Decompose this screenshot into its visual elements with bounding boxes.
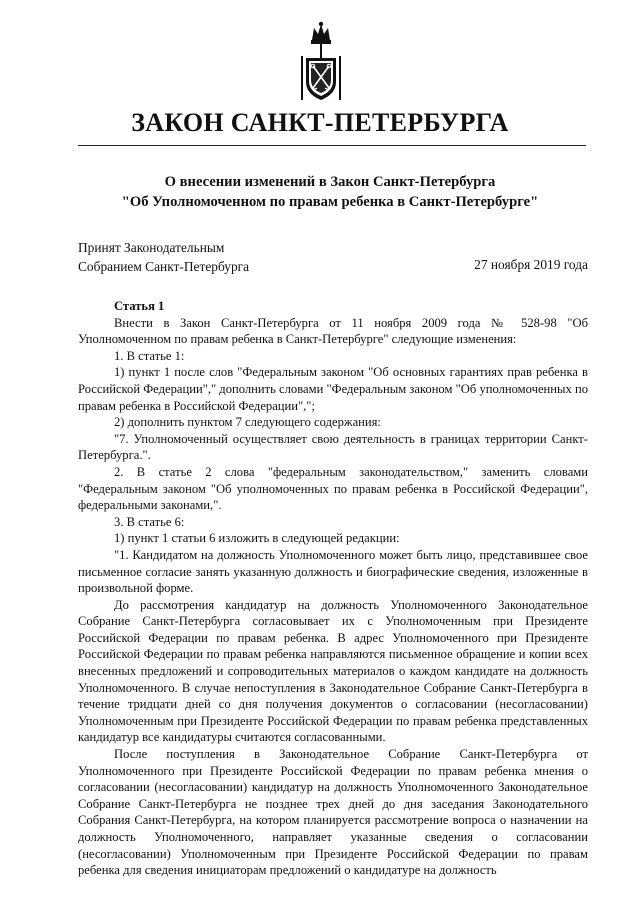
adoption-date: 27 ноября 2019 года — [474, 257, 588, 272]
paragraph: 1) пункт 1 после слов "Федеральным законом "Об основных гарантиях прав ребенка в Российской Федерации"," дополнить словами "Федеральным законом "Об уполномоченных по правам ребенка в Российской Федерации","; — [78, 365, 588, 413]
paragraph: 2) дополнить пунктом 7 следующего содержания: — [114, 415, 381, 430]
paragraph: 1) пункт 1 статьи 6 изложить в следующей редакции: — [114, 531, 400, 546]
law-subtitle — [60, 172, 600, 212]
paragraph: Внести в Закон Санкт-Петербурга от 11 ноября 2009 года № 528-98 "Об Уполномоченном по правам ребенка в Санкт-Петербурге" следующие изменения: — [78, 315, 588, 347]
adoption-line-2: Собранием Санкт-Петербурга — [78, 259, 250, 274]
spb-coat-of-arms-icon — [298, 20, 344, 104]
adoption-note — [78, 238, 249, 276]
paragraph: 1. В статье 1: — [114, 348, 185, 363]
law-title: ЗАКОН САНКТ-ПЕТЕРБУРГА — [131, 108, 509, 137]
subtitle-line-2: "Об Уполномоченном по правам ребенка в Санкт-Петербурге" — [121, 194, 539, 210]
adoption-line-1: Принят Законодательным — [78, 240, 225, 255]
paragraph: 2. В статье 2 слова "федеральным законодательством," заменить словами "Федеральным законом "Об уполномоченных по правам ребенка в Российской Федерации", федеральными законами,". — [78, 464, 588, 513]
law-body — [78, 298, 588, 879]
paragraph: "1. Кандидатом на должность Уполномоченного может быть лицо, представившее свое письменное согласие занять указанную должность и биографические сведения, изложенные в произвольной форме. — [78, 547, 588, 596]
article-heading: Статья 1 — [114, 299, 165, 313]
paragraph: После поступления в Законодательное Собрание Санкт-Петербурга от Уполномоченного при Президенте Российской Федерации по правам ребенка мнения о согласовании (несогласовании) кандидатур на должность Уполномоченного Законодательное Собрание Санкт-Петербурга не позднее трех дней до дня заседания Законодательного Собрания Санкт-Петербурга, на котором планируется рассмотрение вопроса о назначении на должность Уполномоченного, направляет указанные сведения о согласовании (несогласовании) Уполномоченным при Президенте Российской Федерации по правам ребенка для сведения инициаторам предложений о кандидатуре на должность — [78, 747, 588, 878]
title-divider — [78, 145, 586, 146]
paragraph: "7. Уполномоченный осуществляет свою деятельность в границах территории Санкт-Петербурга.". — [78, 431, 588, 463]
paragraph: До рассмотрения кандидатур на должность Уполномоченного Законодательное Собрание Санкт-Петербурга согласовывает их с Уполномоченным при Президенте Российской Федерации по правам ребенка. В адрес Уполномоченного при Президенте Российской Федерации по правам ребенка направляются письменное обращение и копии всех внесенных предложений и сопроводительных материалов о каждом кандидате на должность Уполномоченного. В случае непоступления в Законодательное Собрание Санкт-Петербурга в течение тридцати дней со дня получения документов о согласовании (несогласовании) Уполномоченным при Президенте Российской Федерации по правам ребенка представленных кандидатур все кандидатуры считаются согласованными. — [78, 597, 588, 745]
paragraph: 3. В статье 6: — [114, 514, 185, 529]
subtitle-line-1: О внесении изменений в Закон Санкт-Петербурга — [164, 174, 496, 190]
